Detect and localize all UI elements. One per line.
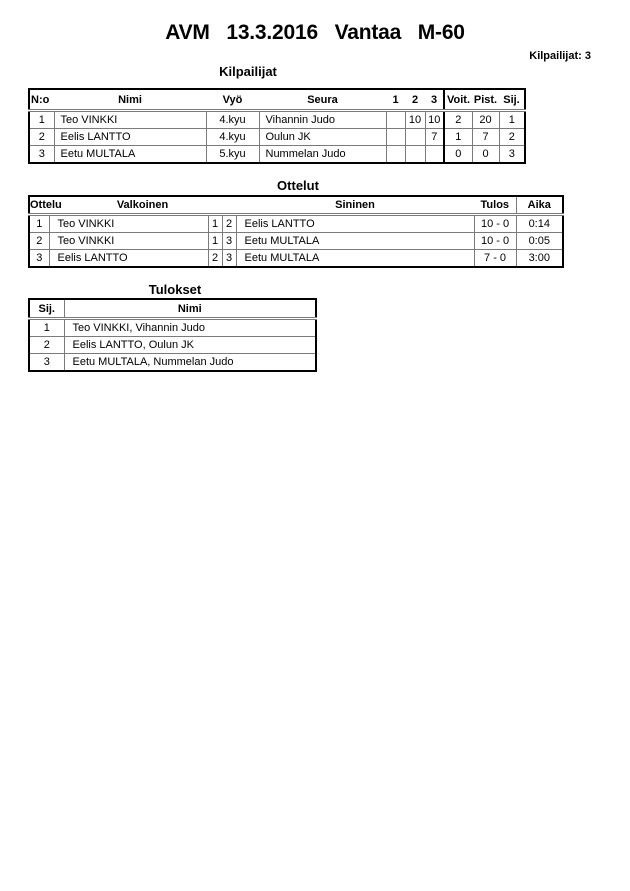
match-score: 7 - 0 bbox=[474, 250, 516, 268]
round1-score bbox=[386, 129, 405, 146]
match-row bbox=[29, 215, 563, 233]
competitor-row bbox=[29, 146, 525, 164]
white-player-name: Teo VINKKI bbox=[49, 233, 208, 250]
round3-score: 7 bbox=[425, 129, 444, 146]
match-number: 2 bbox=[29, 233, 49, 250]
result-name: Eelis LANTTO, Oulun JK bbox=[64, 337, 316, 354]
col-header-name: Nimi bbox=[54, 89, 206, 111]
points-value: 0 bbox=[472, 146, 499, 164]
competitors-section-heading: Kilpailijat bbox=[219, 64, 277, 79]
round1-score bbox=[386, 111, 405, 129]
points-value: 20 bbox=[472, 111, 499, 129]
blue-player-number: 3 bbox=[222, 233, 236, 250]
match-time: 3:00 bbox=[516, 250, 563, 268]
white-player-number: 1 bbox=[208, 215, 222, 233]
blue-player-name: Eelis LANTTO bbox=[236, 215, 474, 233]
place-value: 3 bbox=[499, 146, 525, 164]
matches-table bbox=[28, 195, 564, 268]
round1-score bbox=[386, 146, 405, 164]
match-number: 1 bbox=[29, 215, 49, 233]
competitor-belt: 5.kyu bbox=[206, 146, 259, 164]
match-number: 3 bbox=[29, 250, 49, 268]
col-header-no: N:o bbox=[29, 89, 54, 111]
col-header-belt: Vyö bbox=[206, 89, 259, 111]
blue-player-number: 3 bbox=[222, 250, 236, 268]
competitor-row bbox=[29, 129, 525, 146]
results-section-heading: Tulokset bbox=[148, 282, 202, 297]
white-player-name: Eelis LANTTO bbox=[49, 250, 208, 268]
col-header-white: Valkoinen bbox=[49, 196, 236, 215]
blue-player-number: 2 bbox=[222, 215, 236, 233]
white-player-number: 1 bbox=[208, 233, 222, 250]
match-score: 10 - 0 bbox=[474, 233, 516, 250]
competitor-number: 1 bbox=[29, 111, 54, 129]
match-row bbox=[29, 250, 563, 268]
match-row bbox=[29, 233, 563, 250]
competitor-club: Oulun JK bbox=[259, 129, 386, 146]
match-time: 0:14 bbox=[516, 215, 563, 233]
competitor-number: 2 bbox=[29, 129, 54, 146]
results-table bbox=[28, 298, 317, 372]
results-header-row bbox=[29, 299, 316, 319]
result-place: 3 bbox=[29, 354, 64, 372]
white-player-name: Teo VINKKI bbox=[49, 215, 208, 233]
place-value: 1 bbox=[499, 111, 525, 129]
competitors-table bbox=[28, 88, 526, 164]
col-header-match: Ottelu bbox=[29, 196, 49, 215]
page-title: AVM 13.3.2016 Vantaa M-60 bbox=[165, 21, 465, 44]
result-place: 2 bbox=[29, 337, 64, 354]
col-header-time: Aika bbox=[516, 196, 563, 215]
points-value: 7 bbox=[472, 129, 499, 146]
col-header-club: Seura bbox=[259, 89, 386, 111]
matches-section-heading: Ottelut bbox=[277, 178, 319, 193]
col-header-place: Sij. bbox=[499, 89, 525, 111]
competitor-name: Eetu MULTALA bbox=[54, 146, 206, 164]
result-name: Teo VINKKI, Vihannin Judo bbox=[64, 319, 316, 337]
competitor-row bbox=[29, 111, 525, 129]
competitor-count-label: Kilpailijat: 3 bbox=[529, 50, 591, 62]
competitor-club: Nummelan Judo bbox=[259, 146, 386, 164]
col-header-name: Nimi bbox=[64, 299, 316, 319]
col-header-round1: 1 bbox=[386, 89, 405, 111]
competitor-name: Teo VINKKI bbox=[54, 111, 206, 129]
round2-score bbox=[405, 146, 425, 164]
competitor-belt: 4.kyu bbox=[206, 111, 259, 129]
col-header-round2: 2 bbox=[405, 89, 425, 111]
white-player-number: 2 bbox=[208, 250, 222, 268]
competitor-number: 3 bbox=[29, 146, 54, 164]
result-row bbox=[29, 337, 316, 354]
result-name: Eetu MULTALA, Nummelan Judo bbox=[64, 354, 316, 372]
col-header-place: Sij. bbox=[29, 299, 64, 319]
round2-score bbox=[405, 129, 425, 146]
col-header-round3: 3 bbox=[425, 89, 444, 111]
round2-score: 10 bbox=[405, 111, 425, 129]
matches-header-row bbox=[29, 196, 563, 215]
round3-score: 10 bbox=[425, 111, 444, 129]
place-value: 2 bbox=[499, 129, 525, 146]
match-time: 0:05 bbox=[516, 233, 563, 250]
competitor-belt: 4.kyu bbox=[206, 129, 259, 146]
col-header-points: Pist. bbox=[472, 89, 499, 111]
result-row bbox=[29, 319, 316, 337]
blue-player-name: Eetu MULTALA bbox=[236, 250, 474, 268]
wins-value: 0 bbox=[444, 146, 472, 164]
competitors-header-row bbox=[29, 89, 525, 111]
col-header-score: Tulos bbox=[474, 196, 516, 215]
col-header-wins: Voit. bbox=[444, 89, 472, 111]
result-row bbox=[29, 354, 316, 372]
wins-value: 2 bbox=[444, 111, 472, 129]
competitor-club: Vihannin Judo bbox=[259, 111, 386, 129]
wins-value: 1 bbox=[444, 129, 472, 146]
col-header-blue: Sininen bbox=[236, 196, 474, 215]
blue-player-name: Eetu MULTALA bbox=[236, 233, 474, 250]
result-place: 1 bbox=[29, 319, 64, 337]
round3-score bbox=[425, 146, 444, 164]
competitor-name: Eelis LANTTO bbox=[54, 129, 206, 146]
match-score: 10 - 0 bbox=[474, 215, 516, 233]
